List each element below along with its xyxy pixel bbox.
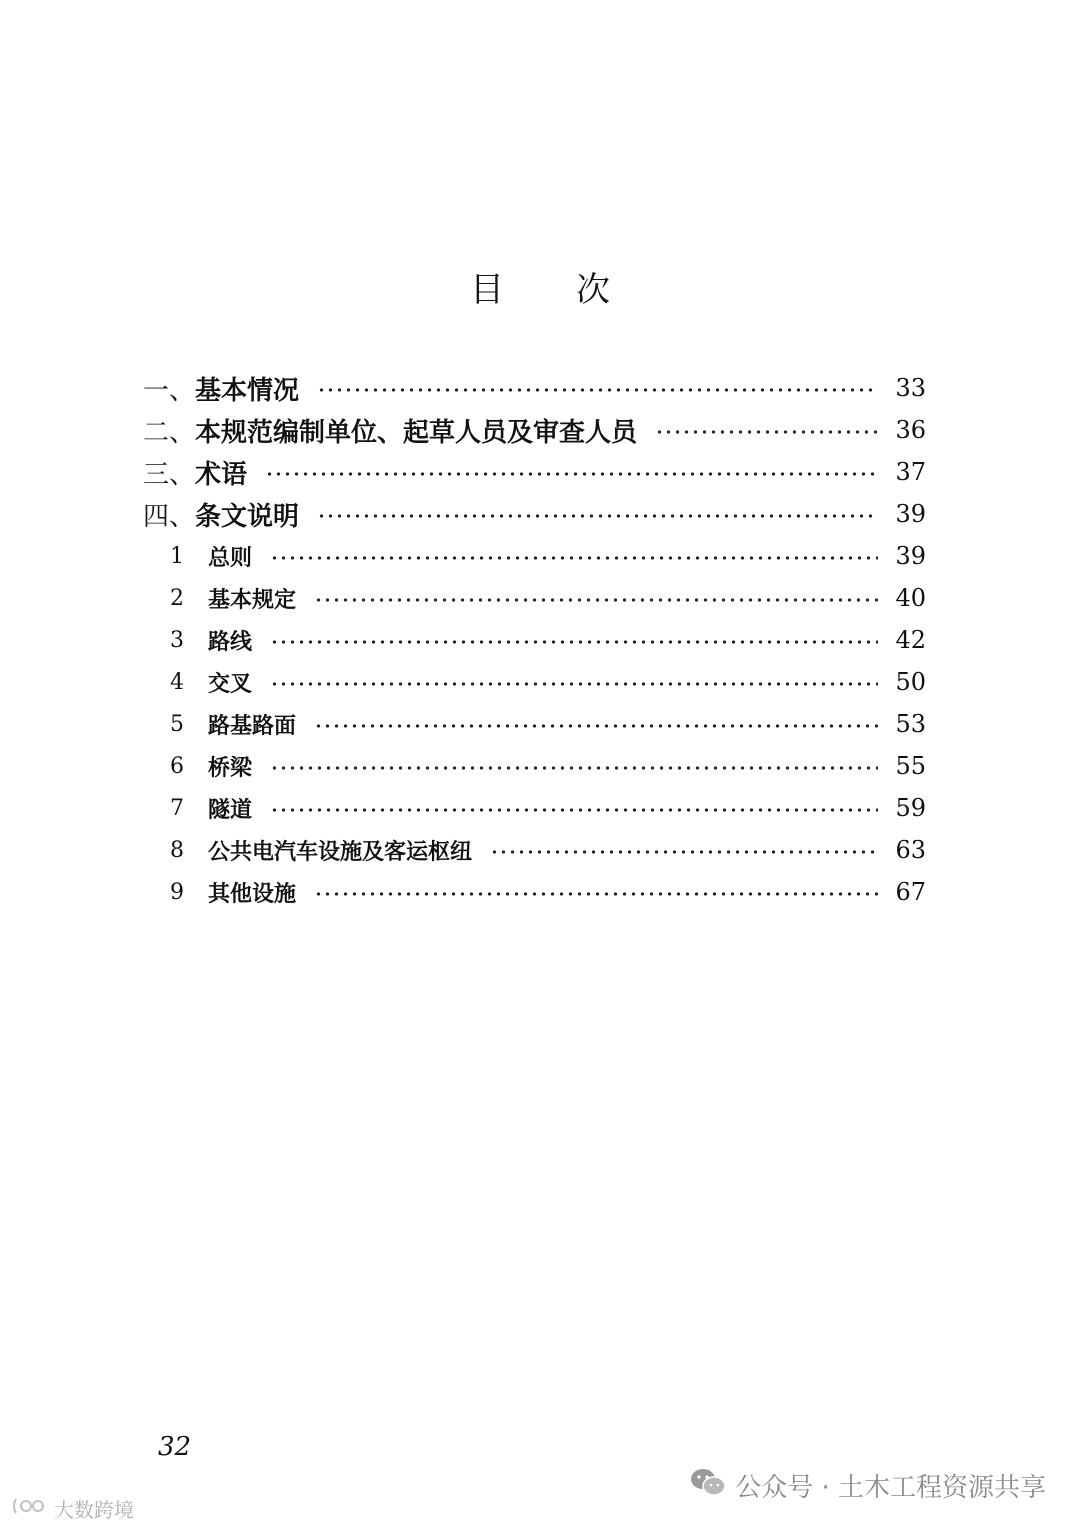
toc-subentry-number: 3: [170, 627, 184, 653]
toc-subentry[interactable]: [170, 538, 926, 574]
toc-entry[interactable]: [143, 412, 926, 448]
toc-entry[interactable]: [143, 454, 926, 490]
toc-subentry-page: 53: [895, 710, 926, 738]
toc-subentry-number: 8: [170, 837, 184, 863]
toc-subentry[interactable]: [170, 706, 926, 742]
toc-subentry[interactable]: [170, 622, 926, 658]
dot-leader: [314, 892, 878, 896]
toc-subentry-label: 隧道: [208, 796, 253, 823]
toc-subentry-number: 5: [170, 711, 184, 737]
toc-subentry-number: 2: [170, 585, 184, 611]
watermark-weibo: [10, 1494, 134, 1523]
toc-subentry-label: 基本规定: [208, 586, 297, 613]
toc-entry-page: 39: [895, 500, 926, 528]
toc-subentry-label: 其他设施: [208, 880, 297, 907]
toc-entry-number: 一、: [143, 375, 196, 406]
dot-leader: [317, 514, 878, 518]
toc-entry-label: 条文说明: [195, 501, 300, 532]
toc-subentry-label: 路线: [208, 628, 253, 655]
toc-subentry-label: 桥梁: [208, 754, 253, 781]
dot-leader: [270, 808, 878, 812]
dot-leader: [317, 388, 878, 392]
watermark-wechat: [689, 1466, 1046, 1505]
dot-leader: [270, 766, 878, 770]
toc-subentry-number: 7: [170, 795, 184, 821]
toc-subentry[interactable]: [170, 580, 926, 616]
toc-entry-label: 本规范编制单位、起草人员及审查人员: [195, 417, 638, 448]
dot-leader: [270, 556, 878, 560]
toc-subentry[interactable]: [170, 748, 926, 784]
toc-subentry-page: 50: [895, 668, 926, 696]
toc-entry-number: 四、: [143, 501, 196, 532]
toc-entry-number: 三、: [143, 459, 196, 490]
toc-subentry-number: 1: [170, 543, 184, 569]
toc-subentry-number: 9: [170, 879, 184, 905]
toc-subentry[interactable]: [170, 832, 926, 868]
dot-leader: [265, 472, 878, 476]
toc-subentry-label: 路基路面: [208, 712, 297, 739]
toc-subentry-number: 4: [170, 669, 184, 695]
toc-subentry-page: 39: [895, 542, 926, 570]
toc-entry[interactable]: [143, 370, 926, 406]
toc-subentry[interactable]: [170, 874, 926, 910]
toc-entry-label: 基本情况: [195, 375, 300, 406]
dot-leader: [314, 598, 878, 602]
toc-subentry-page: 40: [895, 584, 926, 612]
toc-subentry-label: 总则: [208, 544, 253, 571]
watermark-weibo-text: 大数跨境: [54, 1498, 134, 1522]
title-char-1: 目: [470, 270, 504, 310]
toc-entry-number: 二、: [143, 417, 196, 448]
dot-leader: [490, 850, 878, 854]
dot-leader: [270, 682, 878, 686]
toc-subentry-page: 55: [895, 752, 926, 780]
toc-entry-page: 33: [895, 374, 926, 402]
toc-subentry-page: 63: [895, 836, 926, 864]
toc-subentry-number: 6: [170, 753, 184, 779]
page-number: 32: [158, 1432, 192, 1462]
toc-title: [0, 262, 1080, 311]
dot-leader: [655, 430, 878, 434]
toc-subentry-page: 67: [895, 878, 926, 906]
wechat-icon: [689, 1466, 727, 1505]
toc-subentry[interactable]: [170, 664, 926, 700]
toc-subentry[interactable]: [170, 790, 926, 826]
toc-subentry-page: 59: [895, 794, 926, 822]
toc-entry-page: 37: [895, 458, 926, 486]
dot-leader: [270, 640, 878, 644]
toc-entry-label: 术语: [195, 459, 248, 490]
weibo-icon: [10, 1495, 50, 1522]
watermark-wechat-text: 公众号 · 土木工程资源共享: [735, 1473, 1046, 1503]
dot-leader: [314, 724, 878, 728]
toc-subentry-label: 公共电汽车设施及客运枢纽: [208, 838, 473, 865]
toc-entry[interactable]: [143, 496, 926, 532]
toc-entry-page: 36: [895, 416, 926, 444]
toc-subentry-label: 交叉: [208, 670, 253, 697]
title-char-2: 次: [576, 270, 610, 310]
toc-subentry-page: 42: [895, 626, 926, 654]
